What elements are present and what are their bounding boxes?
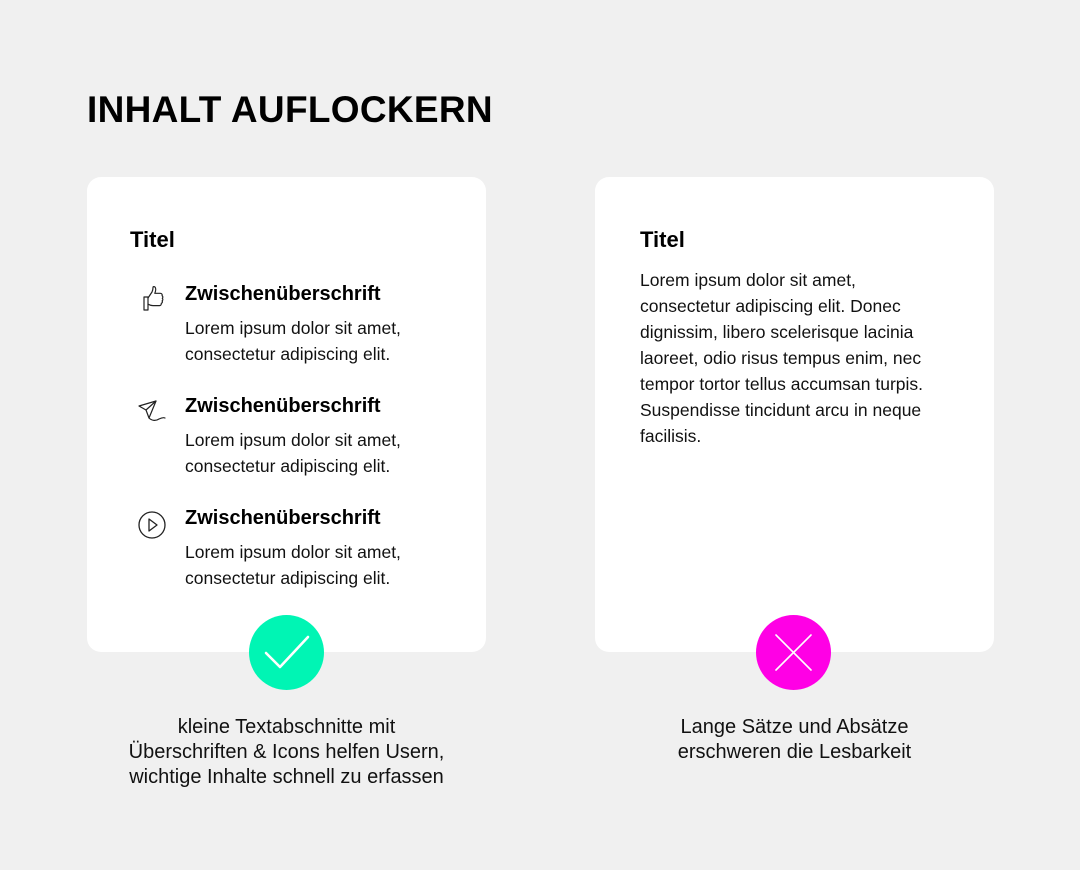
item-heading: Zwischenüberschrift bbox=[185, 283, 381, 305]
caption-line: erschweren die Lesbarkeit bbox=[677, 741, 912, 763]
item-text: Lorem ipsum dolor sit amet, consectetur adipiscing elit. bbox=[185, 430, 401, 476]
bad-caption bbox=[595, 715, 994, 765]
page-title: INHALT AUFLOCKERN bbox=[87, 89, 493, 130]
caption-line: wichtige Inhalte schnell zu erfassen bbox=[129, 766, 444, 788]
caption-line: kleine Textabschnitte mit bbox=[177, 716, 396, 738]
item-text: Lorem ipsum dolor sit amet, consectetur adipiscing elit. bbox=[185, 318, 401, 364]
card-title: Titel bbox=[130, 227, 175, 252]
card-title: Titel bbox=[640, 227, 685, 252]
caption-line: Lange Sätze und Absätze bbox=[680, 716, 909, 738]
play-circle-icon bbox=[136, 507, 168, 539]
checkmark-icon bbox=[249, 615, 324, 690]
long-paragraph: Lorem ipsum dolor sit amet, consectetur adipiscing elit. Donec dignissim, libero scelerisque lacinia laoreet, odio risus tempus enim, nec tempor tortor tellus accumsan turpis. Suspendisse tincidunt arcu in neque facilisis. bbox=[640, 270, 924, 446]
good-example-card bbox=[87, 177, 486, 652]
good-badge bbox=[249, 615, 324, 690]
bad-example-card bbox=[595, 177, 994, 652]
thumbs-up-icon bbox=[136, 283, 168, 315]
item-heading: Zwischenüberschrift bbox=[185, 395, 381, 417]
item-heading: Zwischenüberschrift bbox=[185, 507, 381, 529]
item-text: Lorem ipsum dolor sit amet, consectetur adipiscing elit. bbox=[185, 542, 401, 588]
paper-plane-icon bbox=[136, 395, 168, 427]
cross-icon bbox=[756, 615, 831, 690]
bad-badge bbox=[756, 615, 831, 690]
caption-line: Überschriften & Icons helfen Usern, bbox=[128, 741, 445, 763]
good-caption bbox=[87, 715, 486, 790]
